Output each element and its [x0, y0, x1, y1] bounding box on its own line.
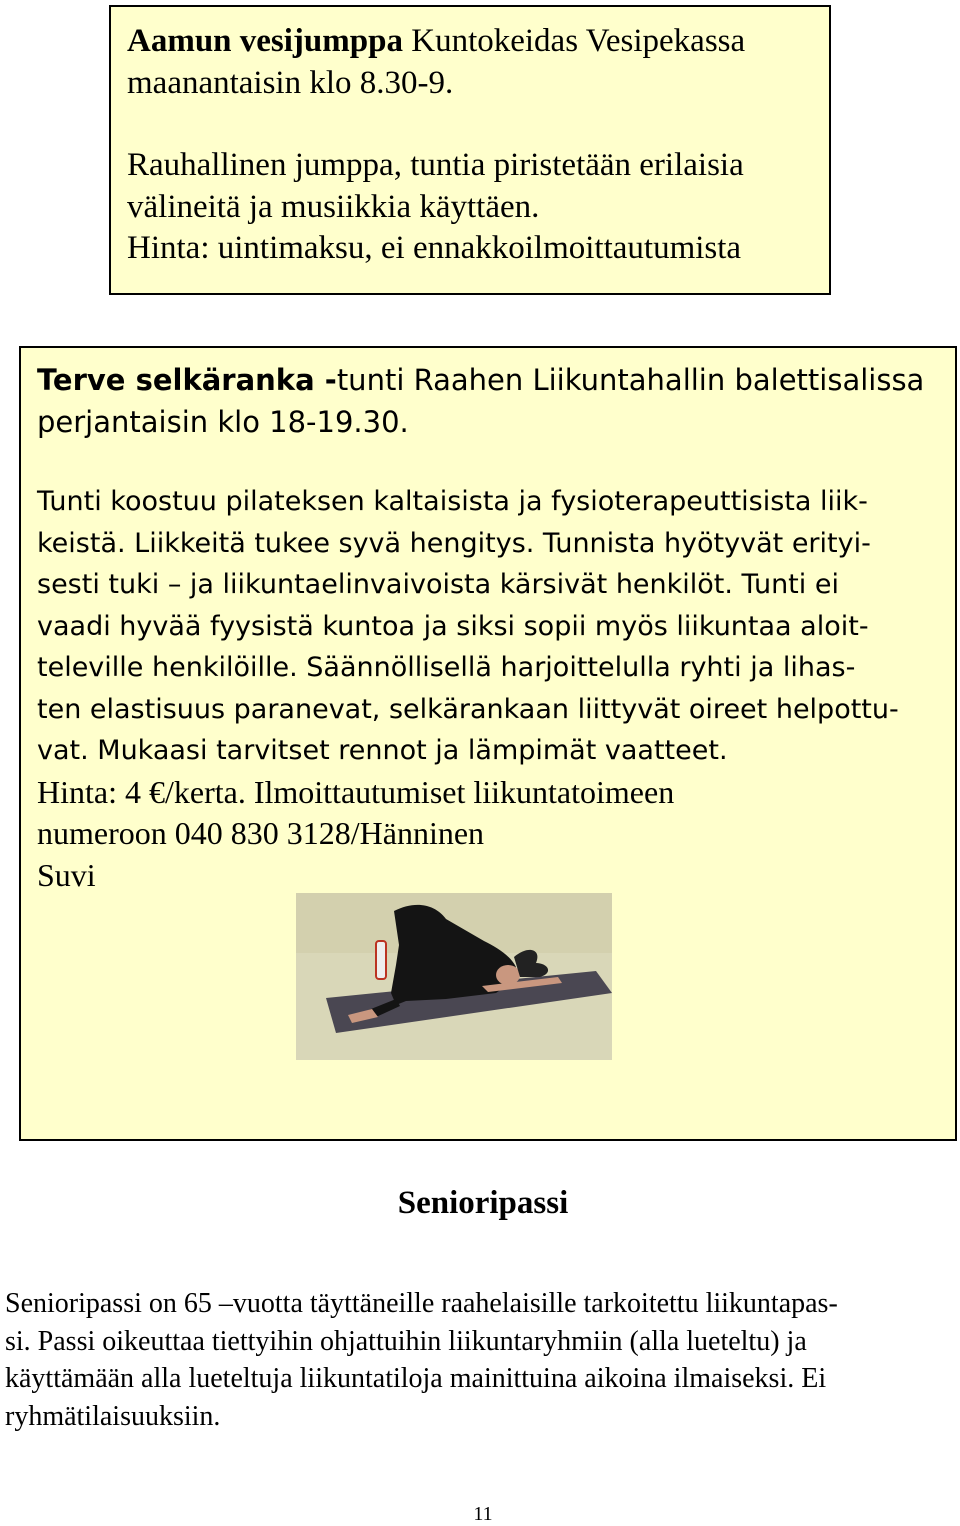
- aquagym-title: Aamun vesijumppa: [127, 23, 403, 59]
- senior-pass-line: ryhmätilaisuuksiin.: [5, 1400, 221, 1432]
- senior-pass-title: Senioripassi: [397, 1185, 569, 1221]
- senior-pass-paragraph: [5, 1285, 955, 1435]
- aquagym-location: Kuntokeidas Vesipekassa: [402, 23, 746, 59]
- back-health-schedule: perjantaisin klo 18-19.30.: [37, 404, 409, 439]
- aquagym-title-line: [127, 21, 813, 63]
- aquagym-desc-line: välineitä ja musiikkia käyttäen.: [127, 188, 540, 225]
- aquagym-price: Hinta: uintimaksu, ei ennakkoilmoittautumista: [127, 230, 742, 266]
- back-health-desc-line: vat. Mukaasi tarvitset rennot ja lämpimät vaatteet.: [37, 735, 728, 766]
- back-health-contact-name: Suvi: [37, 856, 96, 893]
- water-bottle: [376, 941, 386, 979]
- back-health-desc-line: televille henkilöille. Säännöllisellä harjoittelulla ryhti ja lihas-: [37, 652, 856, 683]
- aquagym-info-box: [109, 5, 831, 295]
- back-health-desc-line: sesti tuki – ja liikuntaelinvaivoista kärsivät henkilöt. Tunti ei: [37, 569, 839, 600]
- back-health-contact-line: numeroon 040 830 3128/Hänninen: [37, 815, 485, 851]
- senior-pass-line: Senioripassi on 65 –vuotta täyttäneille raahelaisille tarkoitettu liikuntapas-: [5, 1288, 838, 1319]
- aquagym-desc-line: Rauhallinen jumppa, tuntia piristetään erilaisia: [127, 147, 744, 183]
- aquagym-schedule: maanantaisin klo 8.30-9.: [127, 64, 454, 101]
- page-number: 11: [473, 1503, 493, 1525]
- senior-pass-line: käyttämään alla lueteltuja liikuntatiloja mainittuina aikoina ilmaiseksi. Ei: [5, 1363, 827, 1394]
- back-health-price-line: Hinta: 4 €/kerta. Ilmoittautumiset liikuntatoimeen: [37, 773, 675, 810]
- back-health-desc-line: Tunti koostuu pilateksen kaltaisista ja fysioterapeuttisista liik-: [37, 486, 868, 517]
- senior-pass-line: si. Passi oikeuttaa tiettyihin ohjattuihin liikuntaryhmiin (alla lueteltu) ja: [5, 1325, 807, 1357]
- back-health-desc-line: vaadi hyvää fyysistä kuntoa ja siksi sopii myös liikuntaa aloit-: [37, 610, 869, 642]
- back-health-title-line: [37, 360, 939, 402]
- back-health-desc-line: keistä. Liikkeitä tukee syvä hengitys. Tunnista hyötyvät erityi-: [37, 527, 871, 559]
- exercise-photo: [296, 893, 612, 1060]
- back-health-desc-line: ten elastisuus paranevat, selkärankaan liittyvät oireet helpottu-: [37, 693, 899, 725]
- back-health-location: tunti Raahen Liikuntahallin balettisalissa: [336, 363, 925, 397]
- back-health-title: Terve selkäranka -: [37, 363, 337, 397]
